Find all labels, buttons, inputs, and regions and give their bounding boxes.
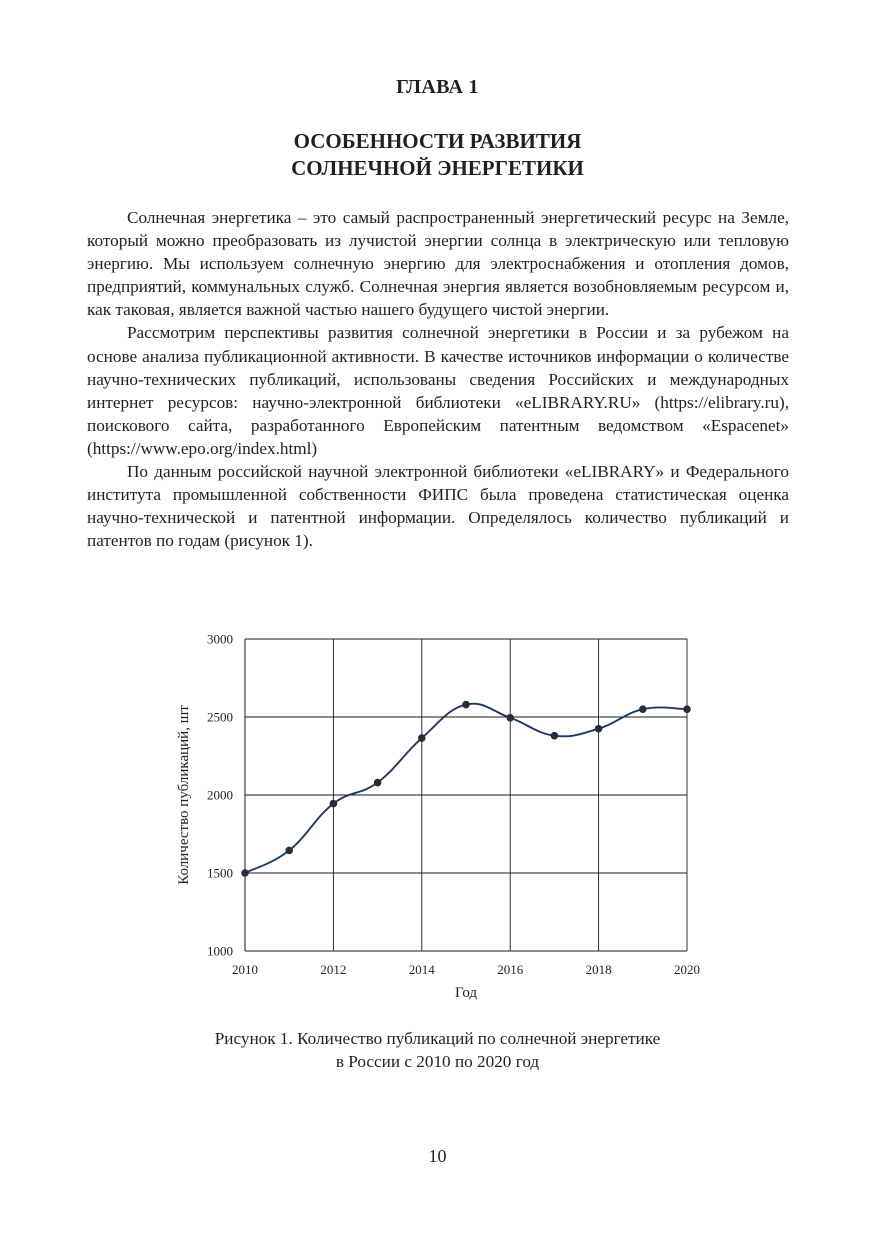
title-line: СОЛНЕЧНОЙ ЭНЕРГЕТИКИ xyxy=(291,156,584,180)
data-point xyxy=(330,800,338,808)
publications-line-chart xyxy=(160,620,720,1010)
chapter-heading: ГЛАВА 1 xyxy=(396,76,479,98)
data-point xyxy=(285,847,293,855)
x-tick-label: 2014 xyxy=(408,962,435,977)
title-line: ОСОБЕННОСТИ РАЗВИТИЯ xyxy=(293,129,582,153)
chapter-title xyxy=(0,128,875,182)
y-tick-label: 1500 xyxy=(207,865,233,881)
data-point xyxy=(506,714,514,722)
data-point xyxy=(683,705,691,713)
y-axis-label: Количество публикаций, шт xyxy=(176,705,192,885)
data-point xyxy=(374,779,382,787)
paragraph: Солнечная энергетика – это самый распространенный энергетический ресурс на Земле, который можно преобразовать из лучистой энергии солнца в электрическую или тепловую энергию. Мы используем солнечную энергию для электроснабжения и отопления домов, предприятий, коммунальных служб. Солнечная энергия является возобновляемым ресурсом и, как таковая, является важной частью нашего будущего чистой энергии. xyxy=(87,208,789,320)
caption-line: в России с 2010 по 2020 год xyxy=(335,1052,540,1071)
x-tick-label: 2010 xyxy=(232,962,258,977)
x-axis-label: Год xyxy=(454,985,478,1001)
paragraph: Рассмотрим перспективы развития солнечной энергетики в России и за рубежом на основе анализа публикационной активности. В качестве источников информации о количестве научно-технических публикаций, использованы сведения Российских и международных интернет ресурсов: научно-электронной библиотеки «eLIBRARY.RU» (https://elibrary.ru), поискового сайта, разработанного Европейским патентным ведомством «Espacenet» (https://www.epo.org/index.html) xyxy=(87,323,789,458)
x-tick-label: 2012 xyxy=(320,962,347,977)
y-tick-label: 2500 xyxy=(207,709,233,725)
data-point xyxy=(639,705,647,713)
data-point xyxy=(418,734,426,742)
page-number: 10 xyxy=(428,1146,447,1166)
body-text xyxy=(87,206,789,552)
x-tick-label: 2016 xyxy=(497,962,524,977)
y-tick-label: 1000 xyxy=(207,943,233,959)
data-point xyxy=(462,701,470,709)
y-tick-label: 2000 xyxy=(207,787,233,803)
data-point xyxy=(241,869,249,877)
data-point xyxy=(595,725,603,733)
x-tick-label: 2020 xyxy=(674,962,700,977)
caption-line: Рисунок 1. Количество публикаций по солнечной энергетике xyxy=(214,1029,661,1048)
y-tick-label: 3000 xyxy=(207,631,233,647)
data-point xyxy=(551,732,559,740)
series-line xyxy=(245,704,687,873)
x-tick-label: 2018 xyxy=(585,962,612,977)
figure-caption xyxy=(0,1027,875,1073)
paragraph: По данным российской научной электронной библиотеки «eLIBRARY» и Федерального института промышленной собственности ФИПС была проведена статистическая оценка научно-технической и патентной информации. Определялось количество публикаций и патентов по годам (рисунок 1). xyxy=(87,462,789,551)
